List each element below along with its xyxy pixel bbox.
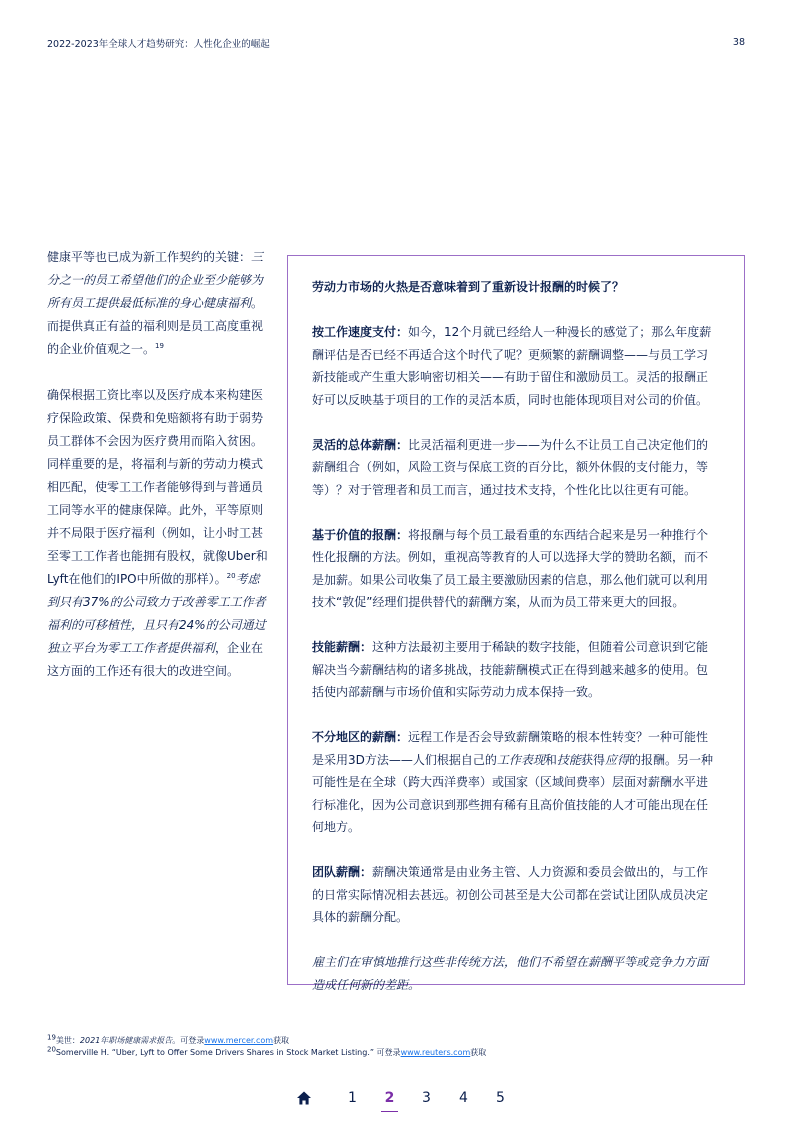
left-column <box>47 246 271 706</box>
box-section-pay-speed: 按工作速度支付：如今，12个月就已经给人一种漫长的感觉了；那么年度薪酬评估是否已经不再适合这个时代了呢？更频繁的薪酬调整——与员工学习新技能或产生重大影响密切相关——有助于留住和激励员工。灵活的报酬正好可以反映基于项目的工作的灵活本质，同时也能体现项目对公司的价值。 <box>312 325 712 407</box>
nav-page-2[interactable]: 2 <box>371 1090 408 1106</box>
nav-page-4[interactable]: 4 <box>459 1090 468 1106</box>
link-reuters[interactable]: www.reuters.com <box>400 1048 471 1057</box>
home-icon[interactable] <box>296 1090 312 1106</box>
box-section-skills-pay: 技能薪酬：这种方法最初主要用于稀缺的数字技能，但随着公司意识到它能解决当今薪酬结构的诸多挑战，技能薪酬模式正在得到越来越多的使用。包括使内部薪酬与市场价值和实际劳动力成本保持一致。 <box>312 640 709 699</box>
footnotes <box>47 1035 747 1059</box>
header-title: 2022-2023年全球人才趋势研究：人性化企业的崛起 <box>47 39 270 50</box>
box-closing: 雇主们在审慎地推行这些非传统方法，他们不希望在薪酬平等或竞争力方面造成任何新的差距。 <box>312 955 709 992</box>
nav-page-3[interactable]: 3 <box>422 1090 431 1106</box>
footnote-ref-19[interactable]: 19 <box>155 342 164 350</box>
page-navigation <box>296 1086 519 1110</box>
box-title: 劳动力市场的火热是否意味着到了重新设计报酬的时候了？ <box>312 280 625 294</box>
nav-page-5[interactable]: 5 <box>496 1090 505 1106</box>
paragraph-health-equity: 健康平等也已成为新工作契约的关键：三分之一的员工希望他们的企业至少能够为所有员工提供最低标准的身心健康福利。而提供真正有益的福利则是员工高度重视的企业价值观之一。$^{19}$ <box>47 250 264 356</box>
sidebar-box <box>287 255 745 992</box>
box-section-team-pay: 团队薪酬：薪酬决策通常是由业务主管、人力资源和委员会做出的，与工作的日常实际情况相去甚远。初创公司甚至是大公司都在尝试让团队成员决定具体的薪酬分配。 <box>312 865 709 924</box>
page-number: 38 <box>732 37 745 48</box>
box-section-location-pay: 不分地区的薪酬：远程工作是否会导致薪酬策略的根本性转变？一种可能性是采用3D方法——人们根据自己的工作表现和技能获得应得的报酬。另一种可能性是在全球（跨大西洋费率）或国家（区域间费率）层面对薪酬水平进行标准化，因为公司意识到那些拥有稀有且高价值技能的人才可能出现在任何地方。 <box>312 730 713 834</box>
paragraph-insurance: 确保根据工资比率以及医疗成本来构建医疗保险政策、保费和免赔额将有助于弱势员工群体不会因为医疗费用而陷入贫困。同样重要的是，将福利与新的劳动力模式相匹配，使零工工作者能够得到与普通员工同等水平的健康保障。此外，平等原则并不局限于医疗福利（例如，让小时工甚至零工工作者也能拥有股权，就像Uber和Lyft在他们的IPO中所做的那样）。$^{20}$考虑到只有37%的公司致力于改善零工工作者福利的可移植性，且只有24%的公司通过独立平台为零工工作者提供福利，企业在这方面的工作还有很大的改进空间。 <box>47 388 268 678</box>
footnote-ref-20[interactable]: 20 <box>226 572 236 580</box>
box-section-flexible-pay: 灵活的总体薪酬：比灵活福利更进一步——为什么不让员工自己决定他们的薪酬组合（例如，风险工资与保底工资的百分比，额外休假的支付能力，等等）？对于管理者和员工而言，通过技术支持，个性化比以往更有可能。 <box>312 437 709 497</box>
link-mercer[interactable]: www.mercer.com <box>204 1036 274 1045</box>
footnote-20: $^{20}$Somerville H. “Uber, Lyft to Offer Some Drivers Shares in Stock Market Listing.” 可登录www.reuters.com获取 <box>47 1045 487 1057</box>
nav-page-1[interactable]: 1 <box>348 1090 357 1106</box>
footnote-19: $^{19}$美世：2021年职场健康需求报告。可登录www.mercer.com获取 <box>47 1033 290 1045</box>
box-section-value-pay: 基于价值的报酬：将报酬与每个员工最看重的东西结合起来是另一种推行个性化报酬的方法。例如，重视高等教育的人可以选择大学的赞助名额，而不是加薪。如果公司收集了员工最主要激励因素的信息，那么他们就可以利用技术“敦促”经理们提供替代的薪酬方案，从而为员工带来更大的回报。 <box>312 527 709 609</box>
